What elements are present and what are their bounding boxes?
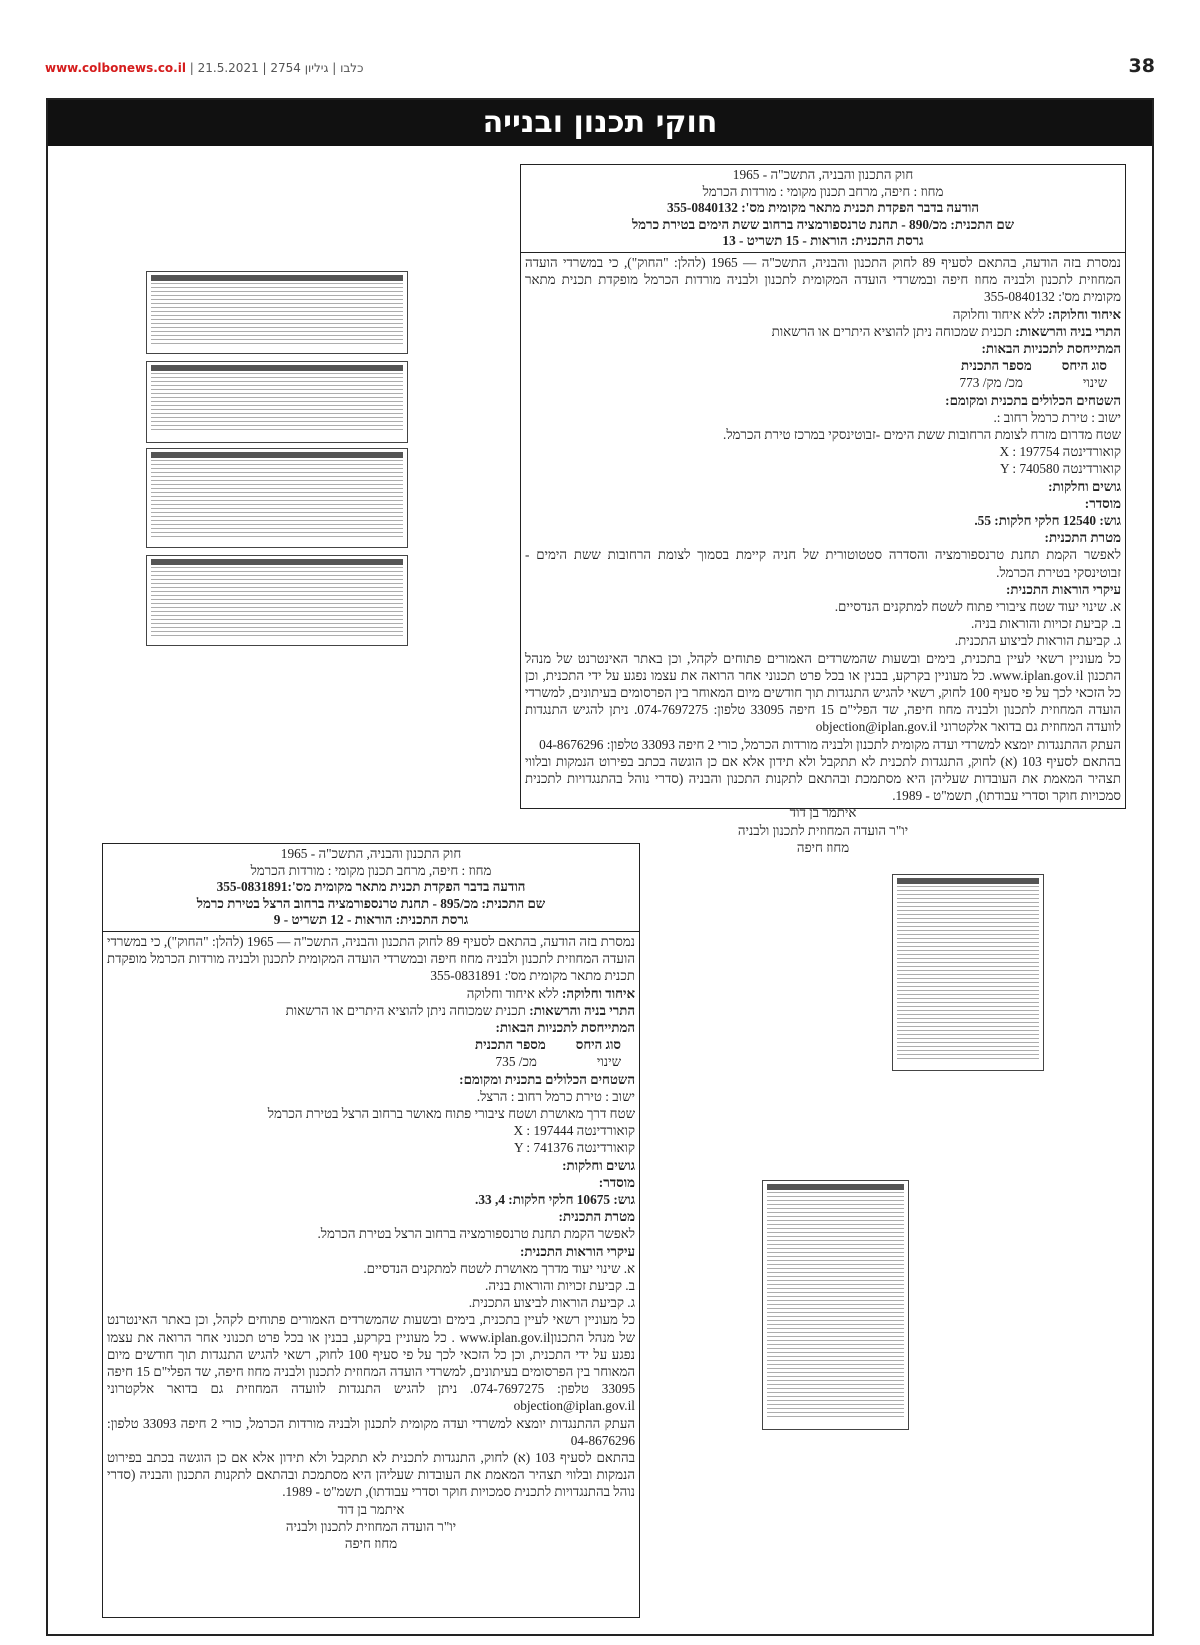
- section-title: חוקי תכנון ובנייה: [48, 100, 1152, 146]
- rel-plan: מכ/ מק/ 773: [959, 375, 1023, 391]
- merge-line: [525, 306, 1121, 323]
- merge-label: איחוד וחלוקה:: [561, 985, 635, 1001]
- goal-heading: מטרת התכנית:: [1044, 530, 1121, 546]
- intro-text: נמסרת בזה הודעה, בהתאם לסעיף 89 לחוק התכנון והבניה, התשכ"ה — 1965 (להלן: "החוק"), כי במשרדי הועדה המחוזית לתכנון ולבניה מחוז חיפה ובמשרדי הועדה המקומית לתכנון ולבניה מורדות הכרמל מופקדת תכנית מתאר מקומית מס': 355-0840132: [525, 254, 1121, 305]
- small-notice-4: [146, 555, 408, 646]
- goal-text: לאפשר הקמת תחנת טרנספורמציה והסדרה סטטוטורית של חניה קיימת בסמוך לצומת הרחובות ששת הימים - זבוטינסקי בטירת הכרמל.: [525, 547, 1121, 580]
- closing-text: כל מעוניין רשאי לעיין בתכנית, בימים ובשעות שהמשרדים האמורים פתוחים לקהל, וכן באתר האינטרנט של מנהל התכנוןwww.iplan.gov.il . כל מעוניין בקרקע, בבנין או בכל פרט תכנוני אחר הרואה את עצמו נפגע על ידי התכנית, וכן כל הזכאי לכך על פי סעיף 100 לחוק, רשאי להגיש התנגדות תוך חודשים מיום המאוחר בין הפרסומים בעיתונים, למשרדי הועדה המחוזית לתכנון ולבניה מחוז חיפה, שד הפלי"ם 15 חיפה 33095 טלפון: 074-7697275. ניתן להגיש התנגדות לוועדה המחוזית גם בדואר אלקטרוני objection@iplan.gov.il: [107, 1312, 635, 1414]
- settlement-line: ישוב : טירת כרמל רחוב :.: [993, 409, 1121, 425]
- notice-header: [103, 844, 639, 932]
- related-heading: המתייחסת לתכניות הבאות:: [981, 340, 1121, 356]
- small-notice-text-texture: [767, 1192, 904, 1420]
- small-notice-2: [146, 361, 408, 443]
- district-line: מחוז : חיפה, מרחב תכנון מקומי : מורדות הכרמל: [250, 862, 492, 878]
- plan-name: שם התכנית: מכ/890 - תחנת טרנספורמציה ברחוב ששת הימים בטירת כרמל: [631, 216, 1015, 232]
- small-notice-title-bar: [897, 878, 1039, 884]
- arranged-label: מוסדר:: [598, 1174, 635, 1190]
- signature-name: איתמר בן דוד: [337, 1501, 405, 1517]
- law-title: חוק התכנון והבניה, התשכ"ה - 1965: [732, 167, 914, 182]
- copy-text: העתק ההתנגדות יומצא למשרדי ועדה מקומית לתכנון ולבניה מורדות הכרמל, כורי 2 חיפה 33093 טלפון: 04-8676296: [539, 736, 1121, 752]
- signature-title: יו"ר הועדה המחוזית לתכנון ולבניה: [285, 1518, 457, 1534]
- small-notice-title-bar: [767, 1184, 904, 1190]
- relation-row: [525, 374, 1121, 391]
- relation-row: [107, 1053, 635, 1070]
- area-description: שטח מדרום מזרח לצומת הרחובות ששת הימים -זבוטינסקי במרכז טירת הכרמל.: [723, 427, 1121, 442]
- notice-body: [521, 253, 1125, 856]
- notice-header: [521, 165, 1125, 253]
- small-notice-title-bar: [151, 559, 403, 565]
- issue-meta: | כלבו | גיליון 2754 | 21.5.2021: [185, 61, 364, 75]
- closing-text: כל מעוניין רשאי לעיין בתכנית, בימים ובשעות שהמשרדים האמורים פתוחים לקהל, וכן באתר האינטרנט של מנהל התכנון www.iplan.gov.il. כל מעוניין בקרקע, בבנין או בכל פרט תכנוני אחר הרואה את עצמו נפגע על ידי התכנית, וכן כל הזכאי לכך על פי סעיף 100 לחוק, רשאי להגיש התנגדות תוך חודשים מיום המאוחר בין הפרסומים בעיתונים, למשרדי הועדה המחוזית לתכנון ולבניה מחוז חיפה, שד הפלי"ם 15 חיפה 33095 טלפון: 074-7697275. ניתן להגיש התנגדות לוועדה המחוזית גם בדואר אלקטרוני objection@iplan.gov.il: [525, 650, 1121, 735]
- merge-line: [107, 985, 635, 1002]
- permits-line: [525, 323, 1121, 340]
- page-number: 38: [1128, 55, 1155, 77]
- blocks-heading: גושים וחלקות:: [562, 1157, 635, 1173]
- signature-name: איתמר בן דוד: [789, 805, 857, 821]
- rel-type: שינוי: [596, 1054, 621, 1070]
- block-line: גוש: 10675 חלקי חלקות: 4, 33.: [475, 1192, 635, 1208]
- small-notice-text-texture: [897, 886, 1039, 1061]
- related-heading: המתייחסת לתכניות הבאות:: [495, 1019, 635, 1035]
- item-b: ב. קביעת זכויות והוראות בניה.: [971, 616, 1121, 632]
- area-description: שטח דרך מאושרת ושטח ציבורי פתוח מאושר ברחוב הרצל בטירת הכרמל: [267, 1106, 635, 1121]
- site-link[interactable]: www.colbonews.co.il: [45, 61, 186, 75]
- copy-text: העתק ההתנגדות יומצא למשרדי ועדה מקומית לתכנון ולבניה מורדות הכרמל, כורי 2 חיפה 33093 טלפון: 04-8676296: [107, 1415, 635, 1448]
- announce-line: הודעה בדבר הפקדת תכנית מתאר מקומית מס':355-0831891: [216, 879, 526, 895]
- permits-line: [107, 1002, 635, 1019]
- page-header: [45, 55, 1155, 81]
- item-c: ג. קביעת הוראות לביצוע התכנית.: [954, 633, 1121, 649]
- areas-heading: השטחים הכלולים בתכנית ומקומם:: [945, 392, 1121, 408]
- goal-heading: מטרת התכנית:: [558, 1209, 635, 1225]
- announce-line: הודעה בדבר הפקדת תכנית מתאר מקומית מס': 355-0840132: [666, 200, 980, 216]
- coord-y: קואורדינטה Y : 740580: [1000, 461, 1121, 477]
- rel-col1: סוג היחס: [1061, 358, 1107, 374]
- site-info: [45, 61, 363, 75]
- settlement-line: ישוב : טירת כרמל רחוב : הרצל.: [476, 1088, 635, 1104]
- small-notice-6: [762, 1180, 909, 1430]
- small-notice-5: [892, 874, 1044, 1071]
- coord-y: קואורדינטה Y : 741376: [514, 1140, 635, 1156]
- rel-col1: סוג היחס: [575, 1037, 621, 1053]
- intro-text: נמסרת בזה הודעה, בהתאם לסעיף 89 לחוק התכנון והבניה, התשכ"ה — 1965 (להלן: "החוק"), כי במשרדי הועדה המחוזית לתכנון ולבניה מחוז חיפה ובמשרדי הועדה המקומית לתכנון ולבניה מורדות הכרמל מופקדת תכנית מתאר מקומית מס': 355-0831891: [107, 933, 635, 984]
- item-a: א. שינוי יעוד שטח ציבורי פתוח לשטח למתקנים הנדסיים.: [834, 599, 1121, 615]
- final-text: בהתאם לסעיף 103 (א) לחוק, התנגדות לתכנית לא תתקבל ולא תידון אלא אם כן הוגשה בכתב בפירוט הנמקות ובלווי תצהיר המאמת את העובדות שעליהן היא מסתמכת ובהתאם לתקנות התכנון והבניה (סדרי נוהל בהתנגדויות לתכנית סמכויות חוקר וסדרי עבודתו), תשמ"ט - 1989.: [525, 753, 1122, 804]
- small-notice-title-bar: [151, 275, 403, 281]
- notice-body: [103, 932, 639, 1552]
- item-a: א. שינוי יעוד מדרך מאושרת לשטח למתקנים הנדסיים.: [363, 1260, 635, 1276]
- main-heading: עיקרי הוראות התכנית:: [519, 1243, 635, 1259]
- rel-type: שינוי: [1082, 375, 1107, 391]
- arranged-label: מוסדר:: [1084, 495, 1121, 511]
- relation-header-row: [525, 357, 1121, 374]
- plan-name: שם התכנית: מכ/895 - תחנת טרנספורמציה ברחוב הרצל בטירת כרמל: [196, 895, 546, 911]
- permits-label: התרי בניה והרשאות:: [529, 1002, 635, 1018]
- main-heading: עיקרי הוראות התכנית:: [1005, 581, 1121, 597]
- block-line: גוש: 12540 חלקי חלקות: 55.: [974, 513, 1121, 529]
- small-notice-title-bar: [151, 452, 403, 458]
- areas-heading: השטחים הכלולים בתכנית ומקומם:: [459, 1071, 635, 1087]
- signature-district: מחוז חיפה: [344, 1536, 398, 1552]
- small-notice-title-bar: [151, 365, 403, 371]
- rel-col2: מספר התכנית: [475, 1037, 546, 1053]
- merge-value: ללא איחוד וחלוקה: [466, 985, 562, 1001]
- plan-version: גרסת התכנית: הוראות - 12 תשריט - 9: [273, 912, 469, 928]
- permits-label: התרי בניה והרשאות:: [1015, 323, 1121, 339]
- notice-plan-895: [102, 843, 640, 1618]
- coord-x: קואורדינטה X : 197754: [999, 444, 1121, 460]
- item-b: ב. קביעת זכויות והוראות בניה.: [485, 1278, 635, 1294]
- permits-value: תכנית שמכוחה ניתן להוציא היתרים או הרשאות: [285, 1002, 530, 1018]
- permits-value: תכנית שמכוחה ניתן להוציא היתרים או הרשאות: [771, 323, 1016, 339]
- law-title: חוק התכנון והבניה, התשכ"ה - 1965: [280, 846, 462, 861]
- district-line: מחוז : חיפה, מרחב תכנון מקומי : מורדות הכרמל: [702, 183, 944, 199]
- rel-plan: מכ/ 735: [495, 1054, 537, 1070]
- coord-x: קואורדינטה X : 197444: [513, 1123, 635, 1139]
- small-notice-3: [146, 448, 408, 548]
- goal-text: לאפשר הקמת תחנת טרנספורמציה ברחוב הרצל בטירת הכרמל.: [317, 1226, 635, 1242]
- small-notice-text-texture: [151, 283, 403, 344]
- small-notice-text-texture: [151, 460, 403, 538]
- blocks-heading: גושים וחלקות:: [1048, 478, 1121, 494]
- relation-header-row: [107, 1036, 635, 1053]
- small-notice-1: [146, 271, 408, 354]
- signature-district: מחוז חיפה: [796, 839, 850, 855]
- item-c: ג. קביעת הוראות לביצוע התכנית.: [468, 1295, 635, 1311]
- notice-plan-890: [520, 164, 1126, 855]
- merge-label: איחוד וחלוקה:: [1047, 306, 1121, 322]
- small-notice-text-texture: [151, 373, 403, 433]
- signature-title: יו"ר הועדה המחוזית לתכנון ולבניה: [737, 822, 909, 838]
- plan-version: גרסת התכנית: הוראות - 15 תשריט - 13: [722, 233, 924, 249]
- merge-value: ללא איחוד וחלוקה: [952, 306, 1048, 322]
- final-text: בהתאם לסעיף 103 (א) לחוק, התנגדות לתכנית לא תתקבל ולא תידון אלא אם כן הוגשה בכתב בפירוט הנמקות ובלווי תצהיר המאמת את העובדות שעליהן היא מסתמכת ובהתאם לתקנות התכנון והבניה (סדרי נוהל בהתנגדויות לתכנית סמכויות חוקר וסדרי עבודתו), תשמ"ט - 1989.: [107, 1450, 636, 1500]
- rel-col2: מספר התכנית: [961, 358, 1032, 374]
- small-notice-text-texture: [151, 567, 403, 636]
